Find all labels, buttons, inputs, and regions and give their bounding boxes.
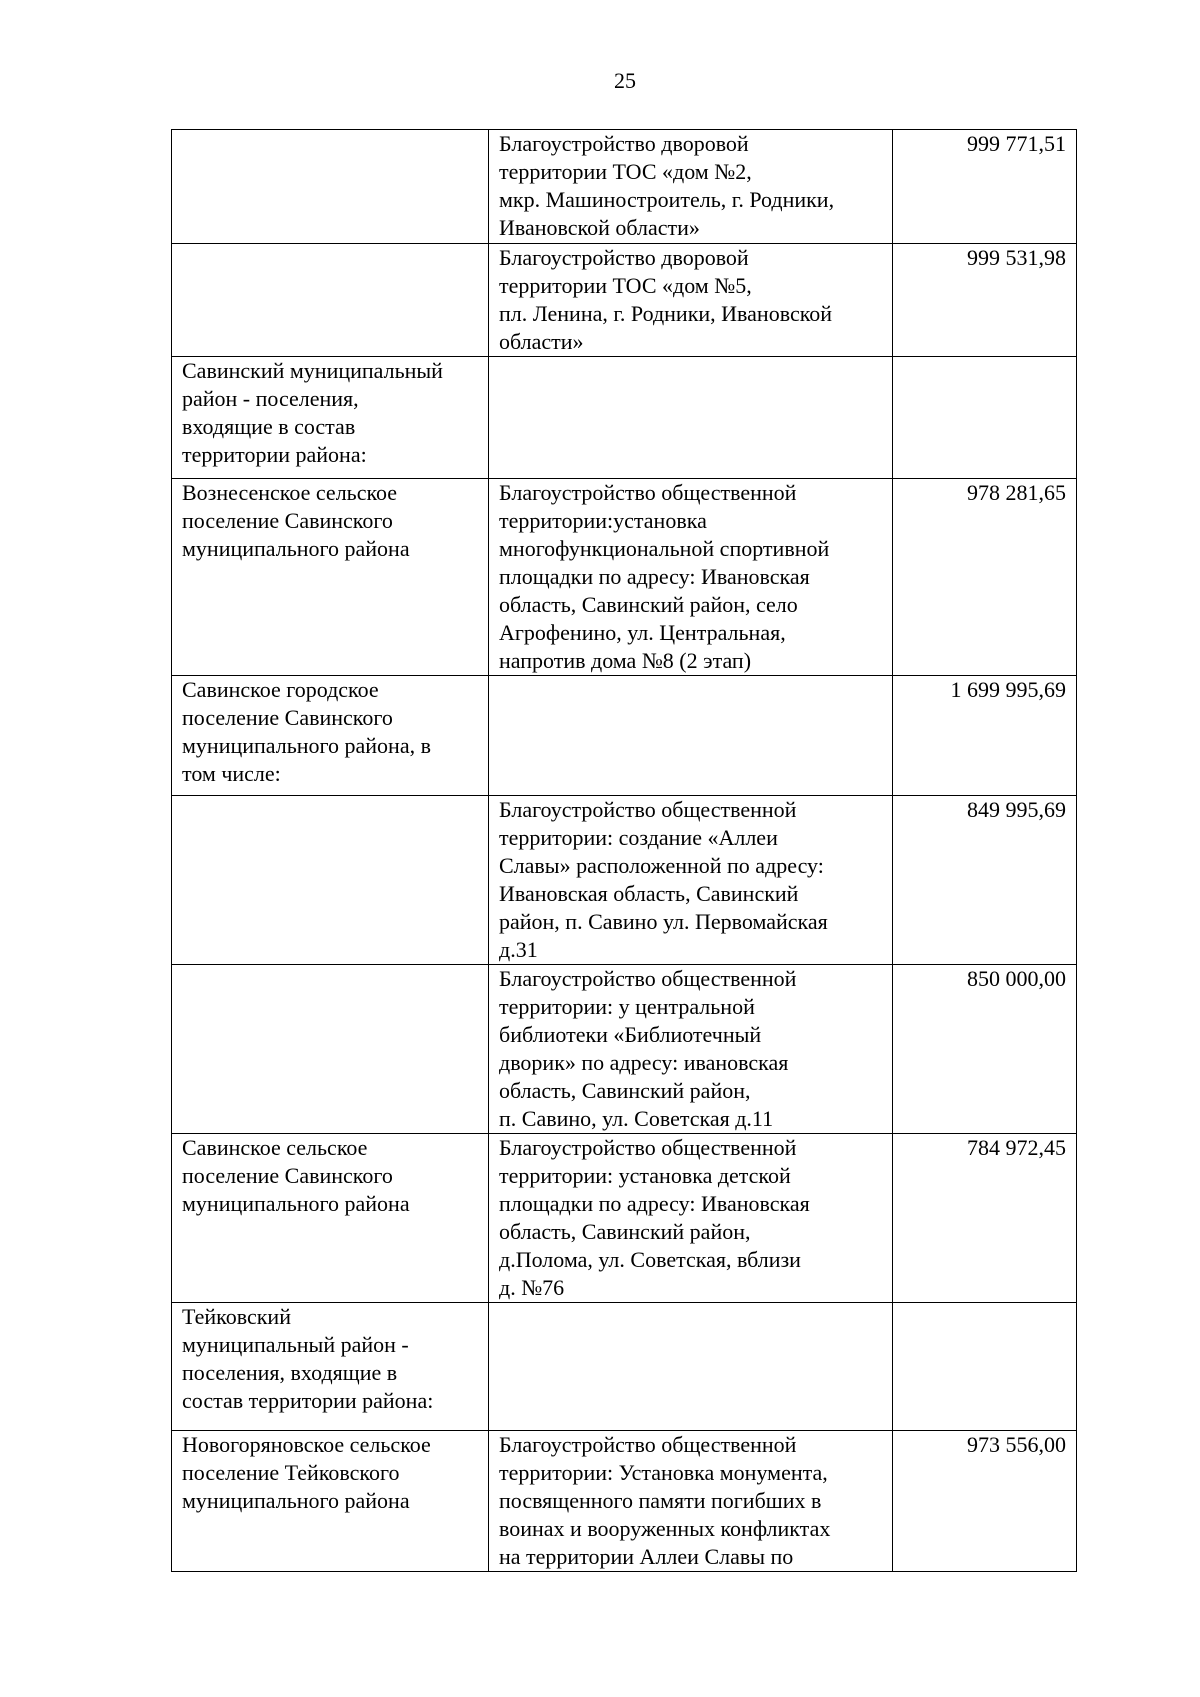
description-cell — [489, 796, 893, 965]
table-row — [172, 796, 1077, 965]
table-row — [172, 1303, 1077, 1431]
table-row — [172, 357, 1077, 479]
area-text: Савинское сельское поселение Савинского муниципального района — [182, 1135, 410, 1216]
area-cell — [172, 796, 489, 965]
amount-cell — [893, 130, 1077, 244]
area-text: Новогоряновское сельское поселение Тейковского муниципального района — [182, 1432, 431, 1513]
area-text: Тейковский муниципальный район - поселения, входящие в состав территории района: — [182, 1304, 434, 1413]
area-cell — [172, 130, 489, 244]
description-text: Благоустройство общественной территории:установка многофункциональной спортивной площадки по адресу: Ивановская область, Савинский район, село Агрофенино, ул. Центральная, напротив дома №8 (2 этап) — [499, 480, 830, 673]
amount-cell — [893, 1134, 1077, 1303]
description-text: Благоустройство общественной территории: у центральной библиотеки «Библиотечный дворик» по адресу: ивановская область, Савинский район, п. Савино, ул. Советская д.11 — [499, 966, 797, 1131]
amount-text: 999 771,51 — [967, 131, 1066, 156]
table-row — [172, 676, 1077, 796]
area-text: Савинский муниципальный район - поселения, входящие в состав территории района: — [182, 358, 443, 467]
amount-text: 784 972,45 — [967, 1135, 1066, 1160]
amount-cell — [893, 796, 1077, 965]
description-cell — [489, 244, 893, 357]
description-cell — [489, 1134, 893, 1303]
description-text: Благоустройство общественной территории: Установка монумента, посвященного памяти погибших в воинах и вооруженных конфликтах на территории Аллеи Славы по — [499, 1432, 831, 1569]
area-cell — [172, 676, 489, 796]
area-cell — [172, 1303, 489, 1431]
description-cell — [489, 357, 893, 479]
table-row — [172, 130, 1077, 244]
table-row — [172, 1431, 1077, 1572]
amount-cell — [893, 1431, 1077, 1572]
table-row — [172, 244, 1077, 357]
description-text: Благоустройство общественной территории: создание «Аллеи Славы» расположенной по адресу: Ивановская область, Савинский район, п. Савино ул. Первомайская д.31 — [499, 797, 828, 962]
amount-text: 978 281,65 — [967, 480, 1066, 505]
description-cell — [489, 965, 893, 1134]
amount-cell — [893, 1303, 1077, 1431]
area-cell — [172, 965, 489, 1134]
amount-text: 999 531,98 — [967, 245, 1066, 270]
description-cell — [489, 479, 893, 676]
table-row — [172, 479, 1077, 676]
amount-cell — [893, 357, 1077, 479]
area-cell — [172, 1431, 489, 1572]
amount-text: 973 556,00 — [967, 1432, 1066, 1457]
description-cell — [489, 676, 893, 796]
description-cell — [489, 1303, 893, 1431]
amount-cell — [893, 965, 1077, 1134]
amount-text: 1 699 995,69 — [950, 677, 1066, 702]
area-text: Савинское городское поселение Савинского муниципального района, в том числе: — [182, 677, 431, 786]
amount-cell — [893, 244, 1077, 357]
area-cell — [172, 357, 489, 479]
area-cell — [172, 1134, 489, 1303]
area-text: Вознесенское сельское поселение Савинского муниципального района — [182, 480, 410, 561]
table-row — [172, 1134, 1077, 1303]
area-cell — [172, 244, 489, 357]
amount-text: 849 995,69 — [967, 797, 1066, 822]
description-text: Благоустройство дворовой территории ТОС «дом №2, мкр. Машиностроитель, г. Родники, Ивановской области» — [499, 131, 835, 240]
amount-cell — [893, 676, 1077, 796]
page-number: 25 — [614, 68, 636, 93]
description-cell — [489, 1431, 893, 1572]
allocation-table — [171, 129, 1077, 1572]
description-text: Благоустройство общественной территории: установка детской площадки по адресу: Ивановская область, Савинский район, д.Полома, ул. Советская, вблизи д. №76 — [499, 1135, 810, 1300]
description-cell — [489, 130, 893, 244]
table-row — [172, 965, 1077, 1134]
amount-text: 850 000,00 — [967, 966, 1066, 991]
amount-cell — [893, 479, 1077, 676]
area-cell — [172, 479, 489, 676]
description-text: Благоустройство дворовой территории ТОС «дом №5, пл. Ленина, г. Родники, Ивановской области» — [499, 245, 833, 354]
